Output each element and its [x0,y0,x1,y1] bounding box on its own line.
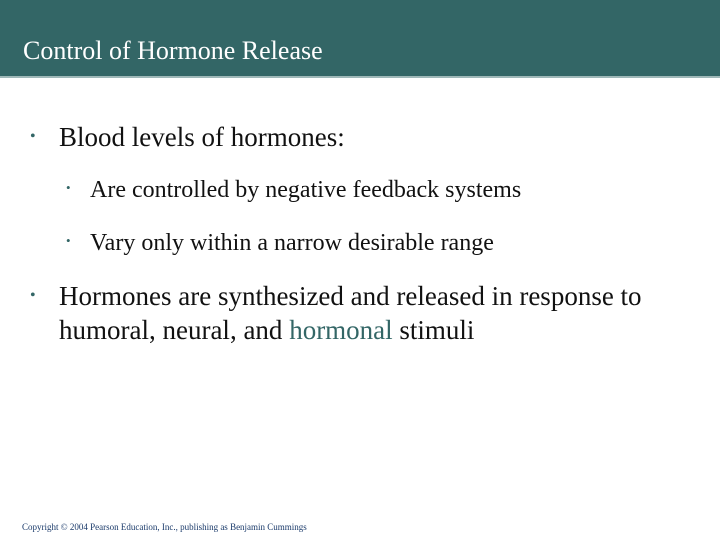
sub-bullet-1: Are controlled by negative feedback systems [90,177,522,203]
bullet-dot: • [30,287,36,304]
slide-title: Control of Hormone Release [23,36,323,65]
sub-bullet-dot: • [66,233,71,248]
bullet-1: Blood levels of hormones: [59,122,345,152]
bullet-2-highlight: hormonal [289,315,393,345]
bullet-2-text-part1: Hormones are synthesized and released in response to humoral, neural, and [59,281,642,345]
copyright-footer: Copyright © 2004 Pearson Education, Inc., publishing as Benjamin Cummings [22,522,307,532]
bullet-2 [59,279,679,347]
bullet-dot: • [30,128,36,145]
sub-bullet-2: Vary only within a narrow desirable range [90,230,494,256]
title-divider [0,76,720,78]
sub-bullet-dot: • [66,180,71,195]
bullet-2-text-part2: stimuli [392,315,475,345]
